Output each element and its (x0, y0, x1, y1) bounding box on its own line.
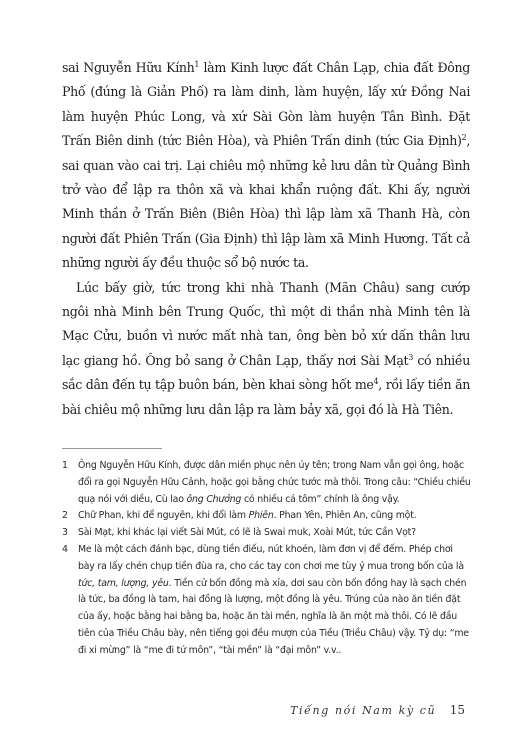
text-run: Ông Nguyễn Hữu Kính, được dân miền phục nên úy tên; trong Nam vẫn gọi ông, hoặc đổi ra gọi Nguyễn Hữu Cảnh, hoặc gọi bằng chức tước mà thôi. Trong câu: “Chiều chiều quạ nói với diều, Cù lao (78, 460, 471, 505)
text-run: Lúc bấy giờ, tức trong khi nhà Thanh (Mãn Châu) sang cướp ngôi nhà Minh bên Trung Quốc, thì một di thần nhà Minh tên là Mạc Cửu, buồn vì nước mất nhà tan, ông bèn bỏ xứ dấn thân lưu lạc giang hồ. Ông bỏ sang ở Chân Lạp, thấy nơi Sài Mạt (62, 279, 470, 368)
paragraph-1 (62, 56, 470, 276)
text-run: . Tiền cử bốn đồng mà xỉa, dơi sau còn bốn đồng hay là sạch chén là tức, ba đồng là tam, hai đồng là lượng, một đồng là yêu. Trúng của nào ăn tiền đặt của ấy, hoặc bằng hai bằng ba, hoặc ăn tài mền, nghĩa là ăn một mà thôi. Có lẽ đầu tiên của Triều Châu bày, nên tiếng gọi đều mượn của Tiều (Triều Châu) vậy. Tỷ dụ: “me đi xi mừng” là “me đi tứ môn”, “tài mền” là “đại môn” v.v.. (78, 577, 469, 656)
footnote-ref-4[interactable]: 4 (373, 377, 379, 387)
text-run: có nhiều sắc dân đến tụ tập buôn bán, bèn khai sòng hốt me (62, 352, 471, 393)
footnote-text (78, 458, 472, 508)
running-title: Tiếng nói Nam kỳ cũ (290, 704, 437, 717)
footnote-ref-2[interactable]: 2 (461, 133, 467, 143)
footnote-1 (62, 458, 472, 508)
text-run: có nhiều cá tôm” chính là ông vậy. (241, 493, 400, 505)
footnote-4 (62, 542, 472, 660)
text-run: , sai quan vào cai trị. Lại chiêu mộ những kẻ lưu dân từ Quảng Bình trở vào để lập ra thôn xã và khai khẩn ruộng đất. Khi ấy, người Minh thần ở Trấn Biên (Biên Hòa) thì lập làm xã Thanh Hà, còn người đất Phiên Trấn (Gia Định) thì lập làm xã Minh Hương. Tất cả những người ấy đều thuộc sổ bộ nước ta. (62, 133, 470, 271)
footnote-number: 1 (62, 460, 68, 471)
footnote-ref-3[interactable]: 3 (408, 352, 413, 362)
page-footer (290, 703, 465, 717)
footnote-separator (62, 448, 162, 449)
footnote-number: 4 (62, 543, 68, 555)
footnote-text (78, 508, 472, 525)
footnote-text (78, 542, 472, 660)
emphasis: Phiên (248, 510, 274, 522)
main-text (62, 56, 470, 422)
text-run: làm Kinh lược đất Chân Lạp, chia đất Đông Phố (đúng là Giản Phố) ra làm dinh, làm huyện, lấy xứ Đồng Nai làm huyện Phúc Long, và xứ Sài Gòn làm huyện Tân Bình. Đặt Trấn Biên dinh (tức Biên Hòa), và Phiên Trấn dinh (tức Gia Định) (62, 60, 471, 149)
footnote-number: 2 (62, 510, 68, 522)
text-run: , rồi lấy tiền ăn bài chiêu mộ những lưu dân lập ra làm bảy xã, gọi đó là Hà Tiên. (62, 377, 470, 417)
text-run: Chữ Phan, khi để nguyên, khi đổi làm (78, 510, 249, 522)
footnotes (62, 458, 472, 660)
text-run: Sài Mạt, khi khác lại viết Sài Mút, có lẽ là Swai muk, Xoài Mút, tức Cần Vọt? (78, 527, 416, 539)
footnote-text (78, 525, 472, 542)
footnote-number: 3 (62, 527, 68, 539)
text-run: . Phan Yên, Phiên An, cũng một. (273, 510, 417, 522)
footnote-3 (62, 525, 472, 542)
footnote-2 (62, 508, 472, 525)
paragraph-2 (62, 276, 470, 422)
text-run: Me là một cách đánh bạc, dùng tiền điếu, nút khoén, làm đơn vị để đếm. Phép chơi bày ra lấy chén chụp tiền đùa ra, cho các tay con chơi me tùy ý mua trong bốn của là (78, 543, 464, 572)
text-run: sai Nguyễn Hữu Kính (62, 60, 195, 75)
footnote-ref-1[interactable]: 1 (194, 59, 200, 69)
emphasis: tức, tam, lượng, yêu (78, 577, 169, 589)
page-number: 15 (449, 703, 465, 717)
emphasis: ông Chưởng (186, 493, 242, 505)
